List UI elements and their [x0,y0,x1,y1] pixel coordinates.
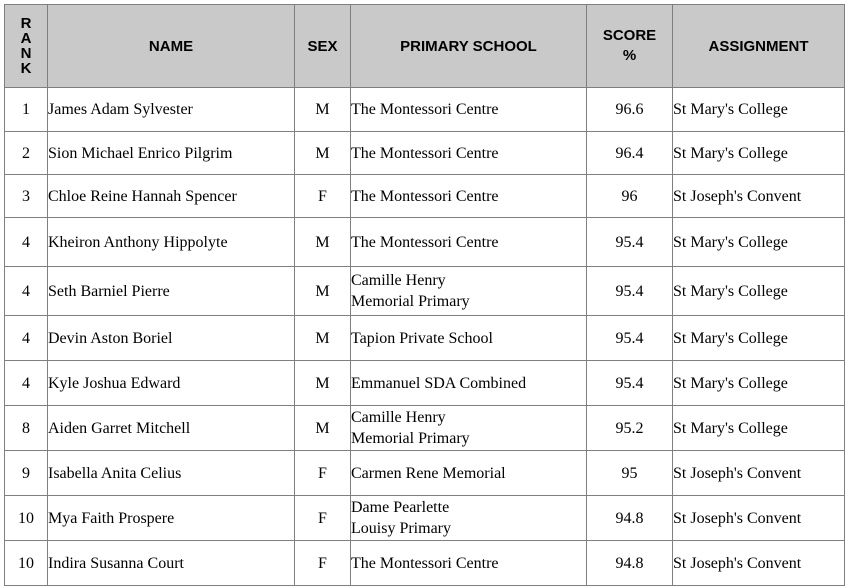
score-cell: 95.4 [587,218,673,267]
table-row [5,316,845,361]
name-cell: Mya Faith Prospere [48,496,295,541]
name-cell: Chloe Reine Hannah Spencer [48,175,295,218]
sex-cell: M [295,406,351,451]
rank-cell: 4 [5,267,48,316]
sex-cell: M [295,218,351,267]
score-cell: 96 [587,175,673,218]
score-cell: 95.4 [587,267,673,316]
name-cell: Indira Susanna Court [48,541,295,586]
header-row [5,5,845,88]
name-cell: Kyle Joshua Edward [48,361,295,406]
school-line: Camille Henry [351,272,446,289]
school-line: The Montessori Centre [351,554,499,572]
sex-cell: F [295,541,351,586]
table-body [5,88,845,586]
school-cell [351,132,587,175]
score-header-unit: % [622,47,637,64]
table-row [5,132,845,175]
assignment-cell: St Mary's College [673,316,845,361]
rank-header [5,5,48,88]
assignment-header: ASSIGNMENT [673,5,845,88]
rank-cell: 8 [5,406,48,451]
sex-header: SEX [295,5,351,88]
school-line: Louisy Primary [351,520,451,537]
name-cell: Seth Barniel Pierre [48,267,295,316]
score-cell: 96.4 [587,132,673,175]
table-row [5,88,845,132]
table-row [5,361,845,406]
score-cell: 94.8 [587,496,673,541]
name-cell: Sion Michael Enrico Pilgrim [48,132,295,175]
sex-cell: F [295,451,351,496]
assignment-cell: St Mary's College [673,267,845,316]
assignment-cell: St Joseph's Convent [673,451,845,496]
sex-cell: M [295,88,351,132]
school-cell [351,451,587,496]
name-header: NAME [48,5,295,88]
rank-cell: 2 [5,132,48,175]
name-cell: Devin Aston Boriel [48,316,295,361]
school-line: The Montessori Centre [351,233,499,251]
school-cell [351,316,587,361]
rank-cell: 3 [5,175,48,218]
assignment-cell: St Joseph's Convent [673,541,845,586]
rank-cell: 4 [5,361,48,406]
score-header-label: SCORE [602,27,657,44]
rank-cell: 1 [5,88,48,132]
school-line: The Montessori Centre [351,101,499,118]
sex-cell: M [295,132,351,175]
school-cell [351,88,587,132]
school-cell [351,406,587,451]
school-cell [351,361,587,406]
rank-cell: 4 [5,316,48,361]
rank-cell: 9 [5,451,48,496]
school-cell [351,218,587,267]
sex-cell: F [295,175,351,218]
sex-cell: M [295,361,351,406]
school-cell [351,267,587,316]
assignment-cell: St Mary's College [673,218,845,267]
school-line: Camille Henry [351,409,446,426]
assignment-cell: St Mary's College [673,88,845,132]
table-row [5,496,845,541]
school-cell [351,541,587,586]
table-row [5,406,845,451]
score-cell: 95 [587,451,673,496]
rank-header-letter: N [20,45,32,62]
assignment-cell: St Mary's College [673,132,845,175]
score-cell: 96.6 [587,88,673,132]
results-table [4,4,845,586]
assignment-cell: St Joseph's Convent [673,496,845,541]
score-header [587,5,673,88]
table-row [5,267,845,316]
sex-cell: M [295,267,351,316]
rank-header-letter: A [20,30,32,47]
school-cell [351,496,587,541]
school-line: Tapion Private School [351,329,493,347]
assignment-cell: St Mary's College [673,406,845,451]
score-cell: 95.4 [587,316,673,361]
rank-header-letter: R [20,15,32,32]
score-cell: 95.4 [587,361,673,406]
assignment-cell: St Mary's College [673,361,845,406]
name-cell: Kheiron Anthony Hippolyte [48,218,295,267]
table-row [5,541,845,586]
rank-cell: 4 [5,218,48,267]
table-row [5,451,845,496]
score-cell: 95.2 [587,406,673,451]
school-line: Memorial Primary [351,293,470,310]
rank-cell: 10 [5,496,48,541]
school-line: Emmanuel SDA Combined [351,374,527,392]
assignment-cell: St Joseph's Convent [673,175,845,218]
sex-cell: F [295,496,351,541]
school-line: The Montessori Centre [351,187,499,205]
name-cell: James Adam Sylvester [48,88,295,132]
table-row [5,175,845,218]
school-header: PRIMARY SCHOOL [351,5,587,88]
school-cell [351,175,587,218]
name-cell: Isabella Anita Celius [48,451,295,496]
school-line: Memorial Primary [351,430,470,447]
school-line: Carmen Rene Memorial [351,464,506,482]
table-row [5,218,845,267]
school-line: The Montessori Centre [351,144,499,162]
sex-cell: M [295,316,351,361]
name-cell: Aiden Garret Mitchell [48,406,295,451]
score-cell: 94.8 [587,541,673,586]
school-line: Dame Pearlette [351,499,450,516]
rank-cell: 10 [5,541,48,586]
rank-header-letter: K [20,60,32,77]
